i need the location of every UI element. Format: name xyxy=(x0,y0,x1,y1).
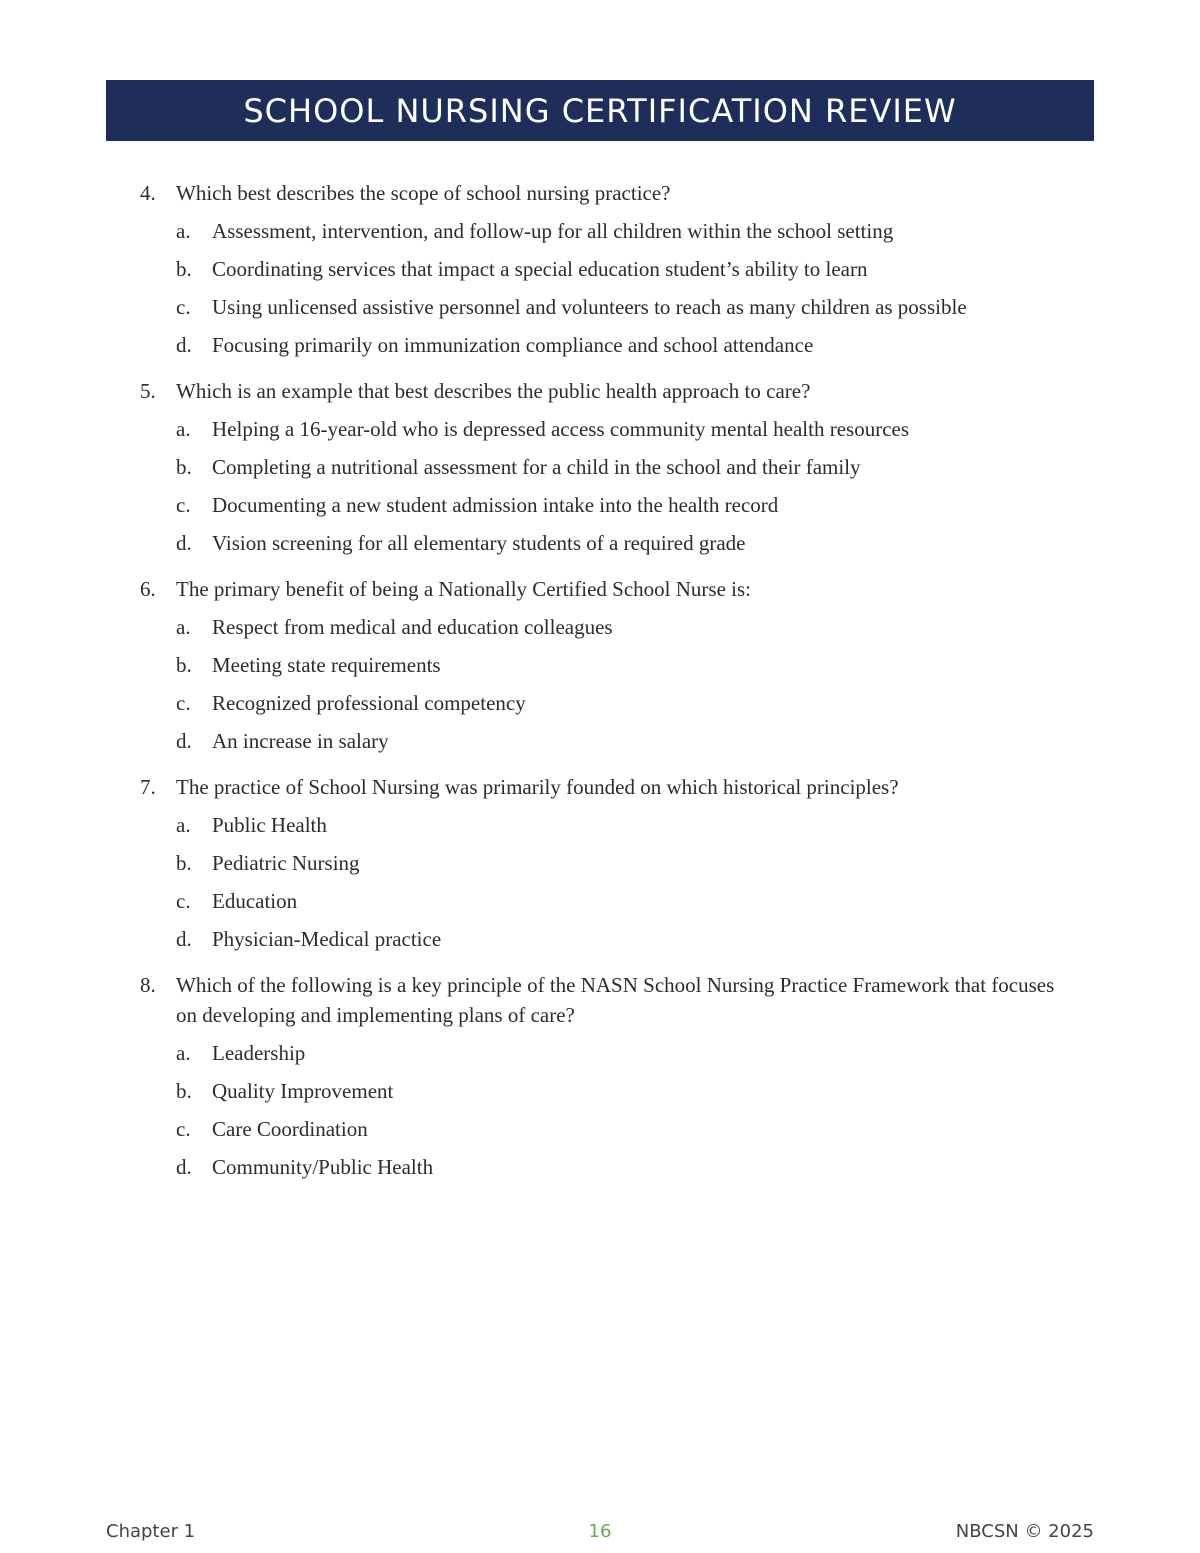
question-number: 7. xyxy=(140,775,156,799)
option-list xyxy=(176,216,1070,368)
question-7 xyxy=(140,772,1070,962)
question-number: 4. xyxy=(140,181,156,205)
option-item xyxy=(176,848,1070,886)
option-letter: d. xyxy=(176,729,192,753)
option-text: Meeting state requirements xyxy=(212,653,441,677)
option-text: Care Coordination xyxy=(212,1117,368,1141)
option-item xyxy=(176,452,1070,490)
option-letter: b. xyxy=(176,653,192,677)
question-text: Which of the following is a key principle of the NASN School Nursing Practice Framework that focuses on developing and implementing plans of care? xyxy=(176,973,1055,1027)
footer-copyright: NBCSN © 2025 xyxy=(955,1521,1094,1542)
question-8 xyxy=(140,970,1070,1190)
question-text: The practice of School Nursing was primarily founded on which historical principles? xyxy=(176,775,899,799)
header-banner xyxy=(106,80,1094,141)
option-item xyxy=(176,1076,1070,1114)
option-item xyxy=(176,330,1070,368)
option-text: Helping a 16-year-old who is depressed access community mental health resources xyxy=(212,417,910,441)
question-number: 8. xyxy=(140,973,156,997)
question-number: 6. xyxy=(140,577,156,601)
option-letter: b. xyxy=(176,851,192,875)
option-item xyxy=(176,924,1070,962)
option-item xyxy=(176,650,1070,688)
option-item xyxy=(176,886,1070,924)
option-text: Respect from medical and education colleagues xyxy=(212,615,613,639)
option-item xyxy=(176,1114,1070,1152)
option-item xyxy=(176,292,1070,330)
question-text: Which best describes the scope of school nursing practice? xyxy=(176,181,671,205)
option-letter: c. xyxy=(176,493,191,517)
option-text: Public Health xyxy=(212,813,327,837)
footer-page-number: 16 xyxy=(588,1521,612,1542)
option-letter: c. xyxy=(176,691,191,715)
option-list xyxy=(176,810,1070,962)
option-text: Coordinating services that impact a special education student’s ability to learn xyxy=(212,257,868,281)
option-text: Documenting a new student admission intake into the health record xyxy=(212,493,779,517)
option-text: Focusing primarily on immunization compliance and school attendance xyxy=(212,333,814,357)
option-letter: b. xyxy=(176,257,192,281)
option-item xyxy=(176,490,1070,528)
option-item xyxy=(176,414,1070,452)
option-letter: d. xyxy=(176,927,192,951)
question-5 xyxy=(140,376,1070,566)
option-letter: a. xyxy=(176,615,191,639)
question-text: The primary benefit of being a Nationally Certified School Nurse is: xyxy=(176,577,752,601)
option-item xyxy=(176,528,1070,566)
option-letter: c. xyxy=(176,1117,191,1141)
option-item xyxy=(176,254,1070,292)
option-letter: b. xyxy=(176,455,192,479)
option-list xyxy=(176,612,1070,764)
option-letter: a. xyxy=(176,813,191,837)
option-letter: c. xyxy=(176,295,191,319)
option-text: Physician-Medical practice xyxy=(212,927,442,951)
question-6 xyxy=(140,574,1070,764)
option-text: Vision screening for all elementary students of a required grade xyxy=(212,531,746,555)
option-letter: a. xyxy=(176,417,191,441)
option-letter: b. xyxy=(176,1079,192,1103)
question-list xyxy=(140,178,1070,1198)
option-text: Recognized professional competency xyxy=(212,691,526,715)
option-text: Completing a nutritional assessment for a child in the school and their family xyxy=(212,455,861,479)
option-text: Assessment, intervention, and follow-up for all children within the school setting xyxy=(212,219,894,243)
option-text: An increase in salary xyxy=(212,729,389,753)
option-letter: a. xyxy=(176,219,191,243)
option-item xyxy=(176,810,1070,848)
option-list xyxy=(176,1038,1070,1190)
option-text: Leadership xyxy=(212,1041,306,1065)
option-letter: d. xyxy=(176,531,192,555)
footer-chapter: Chapter 1 xyxy=(106,1521,196,1542)
option-item xyxy=(176,1152,1070,1190)
option-item xyxy=(176,216,1070,254)
option-letter: d. xyxy=(176,1155,192,1179)
option-item xyxy=(176,612,1070,650)
option-list xyxy=(176,414,1070,566)
option-text: Using unlicensed assistive personnel and volunteers to reach as many children as possible xyxy=(212,295,967,319)
option-text: Quality Improvement xyxy=(212,1079,394,1103)
option-text: Community/Public Health xyxy=(212,1155,434,1179)
question-number: 5. xyxy=(140,379,156,403)
option-item xyxy=(176,726,1070,764)
question-4 xyxy=(140,178,1070,368)
page-title: SCHOOL NURSING CERTIFICATION REVIEW xyxy=(243,91,957,130)
option-item xyxy=(176,688,1070,726)
option-letter: c. xyxy=(176,889,191,913)
option-letter: a. xyxy=(176,1041,191,1065)
option-text: Pediatric Nursing xyxy=(212,851,360,875)
option-text: Education xyxy=(212,889,298,913)
option-item xyxy=(176,1038,1070,1076)
question-text: Which is an example that best describes the public health approach to care? xyxy=(176,379,811,403)
option-letter: d. xyxy=(176,333,192,357)
